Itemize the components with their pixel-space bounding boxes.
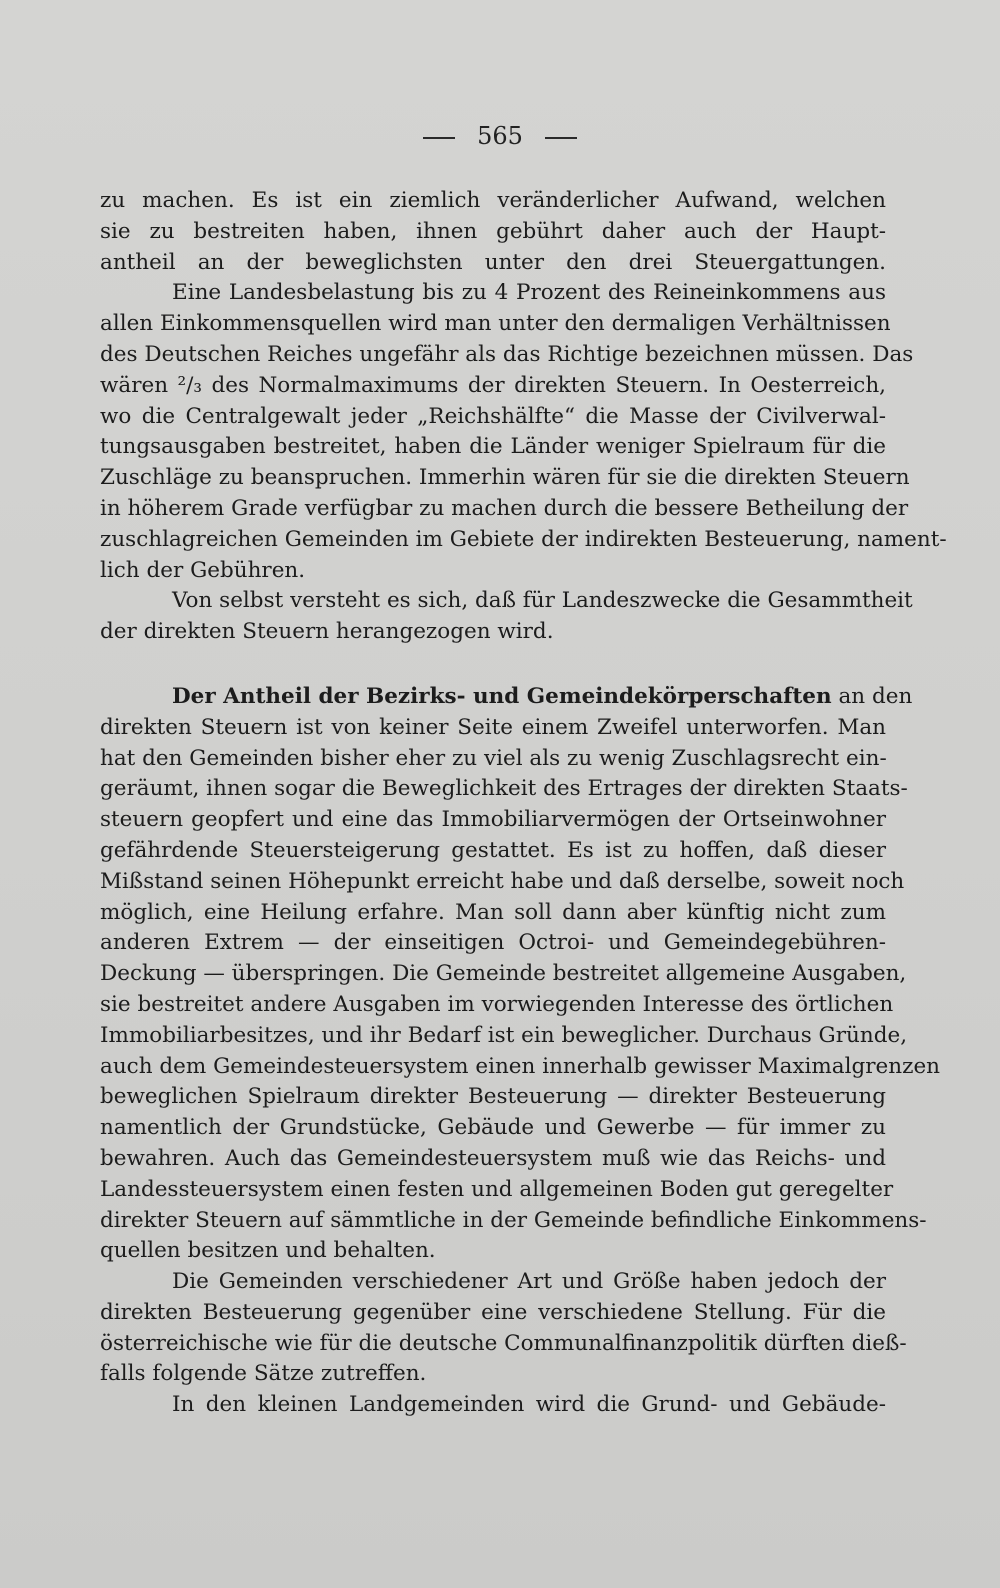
text-line: Mißstand seinen Höhepunkt erreicht habe und daß derselbe, soweit noch [100, 868, 905, 894]
text-line: Deckung — überspringen. Die Gemeinde bestreitet allgemeine Ausgaben, [100, 961, 907, 987]
page-number: 565 [477, 122, 523, 150]
section-heading: Der Antheil der Bezirks- und Gemeindekörperschaften [172, 683, 832, 709]
text-line: beweglichen Spielraum direkter Besteuerung — direkter Besteuerung [100, 1084, 886, 1110]
text-line: Die Gemeinden verschiedener Art und Größe haben jedoch der [172, 1269, 886, 1295]
text-line: In den kleinen Landgemeinden wird die Grund- und Gebäude- [172, 1392, 886, 1418]
text-line: möglich, eine Heilung erfahre. Man soll dann aber künftig nicht zum [100, 899, 886, 925]
text-line: wären ²/₃ des Normalmaximums der direkten Steuern. In Oesterreich, [100, 372, 886, 398]
text-line: geräumt, ihnen sogar die Beweglichkeit des Ertrages der direkten Staats- [100, 776, 908, 802]
text-line [100, 682, 913, 713]
heading-continuation: an den [838, 683, 913, 709]
text-line: zu machen. Es ist ein ziemlich veränderlicher Aufwand, welchen [100, 188, 886, 213]
paragraph [100, 586, 913, 648]
text-line: wo die Centralgewalt jeder „Reichshälfte“ die Masse der Civilverwal- [100, 403, 886, 429]
paragraph [100, 682, 941, 1267]
text-line: der direkten Steuern herangezogen wird. [100, 619, 554, 645]
text-line: Eine Landesbelastung bis zu 4 Prozent des Reineinkommens aus [172, 280, 886, 306]
text-line: in höherem Grade verfügbar zu machen durch die bessere Betheilung der [100, 495, 909, 521]
text-line: antheil an der beweglichsten unter den drei Steuergattungen. [100, 249, 886, 275]
paragraph [100, 1267, 907, 1390]
text-line: Landessteuersystem einen festen und allgemeinen Boden gut geregelter [100, 1176, 894, 1202]
section-gap [100, 648, 886, 682]
text-line: hat den Gemeinden bisher eher zu viel als zu wenig Zuschlagsrecht ein- [100, 745, 887, 771]
header-dash-left [423, 137, 455, 139]
text-line: direkter Steuern auf sämmtliche in der Gemeinde befindliche Einkommens- [100, 1207, 927, 1233]
text-line: anderen Extrem — der einseitigen Octroi- und Gemeindegebühren- [100, 930, 886, 956]
body-text [100, 186, 947, 1421]
text-line: direkten Besteuerung gegenüber eine verschiedene Stellung. Für die [100, 1299, 886, 1325]
text-line: Zuschläge zu beanspruchen. Immerhin wären für sie die direkten Steuern [100, 465, 910, 491]
text-line: österreichische wie für die deutsche Communalfinanzpolitik dürften dieß- [100, 1330, 907, 1356]
text-line: tungsausgaben bestreitet, haben die Länder weniger Spielraum für die [100, 434, 886, 460]
text-line: gefährdende Steuersteigerung gestattet. Es ist zu hoffen, daß dieser [100, 837, 886, 863]
page-header [0, 122, 1000, 150]
text-line: quellen besitzen und behalten. [100, 1238, 436, 1264]
text-line: lich der Gebühren. [100, 557, 306, 583]
paragraph [100, 186, 886, 278]
text-line: sie zu bestreiten haben, ihnen gebührt daher auch der Haupt- [100, 218, 886, 244]
text-line: steuern geopfert und eine das Immobiliarvermögen der Ortseinwohner [100, 807, 886, 833]
text-line: bewahren. Auch das Gemeindesteuersystem muß wie das Reichs- und [100, 1145, 886, 1171]
text-line: zuschlagreichen Gemeinden im Gebiete der indirekten Besteuerung, nament- [100, 526, 947, 552]
text-line: falls folgende Sätze zutreffen. [100, 1361, 427, 1387]
header-dash-right [545, 137, 577, 139]
text-line: Von selbst versteht es sich, daß für Landeszwecke die Gesammtheit [172, 588, 913, 614]
text-line: sie bestreitet andere Ausgaben im vorwiegenden Interesse des örtlichen [100, 991, 894, 1017]
paragraph [100, 278, 947, 586]
text-line: des Deutschen Reiches ungefähr als das Richtige bezeichnen müssen. Das [100, 341, 914, 367]
text-line: auch dem Gemeindesteuersystem einen innerhalb gewisser Maximalgrenzen [100, 1053, 941, 1079]
text-line: allen Einkommensquellen wird man unter den dermaligen Verhältnissen [100, 311, 891, 337]
text-line: Immobiliarbesitzes, und ihr Bedarf ist ein beweglicher. Durchaus Gründe, [100, 1022, 908, 1048]
text-line: namentlich der Grundstücke, Gebäude und Gewerbe — für immer zu [100, 1115, 886, 1141]
paragraph [100, 1390, 886, 1421]
text-line: direkten Steuern ist von keiner Seite einem Zweifel unterworfen. Man [100, 714, 886, 740]
